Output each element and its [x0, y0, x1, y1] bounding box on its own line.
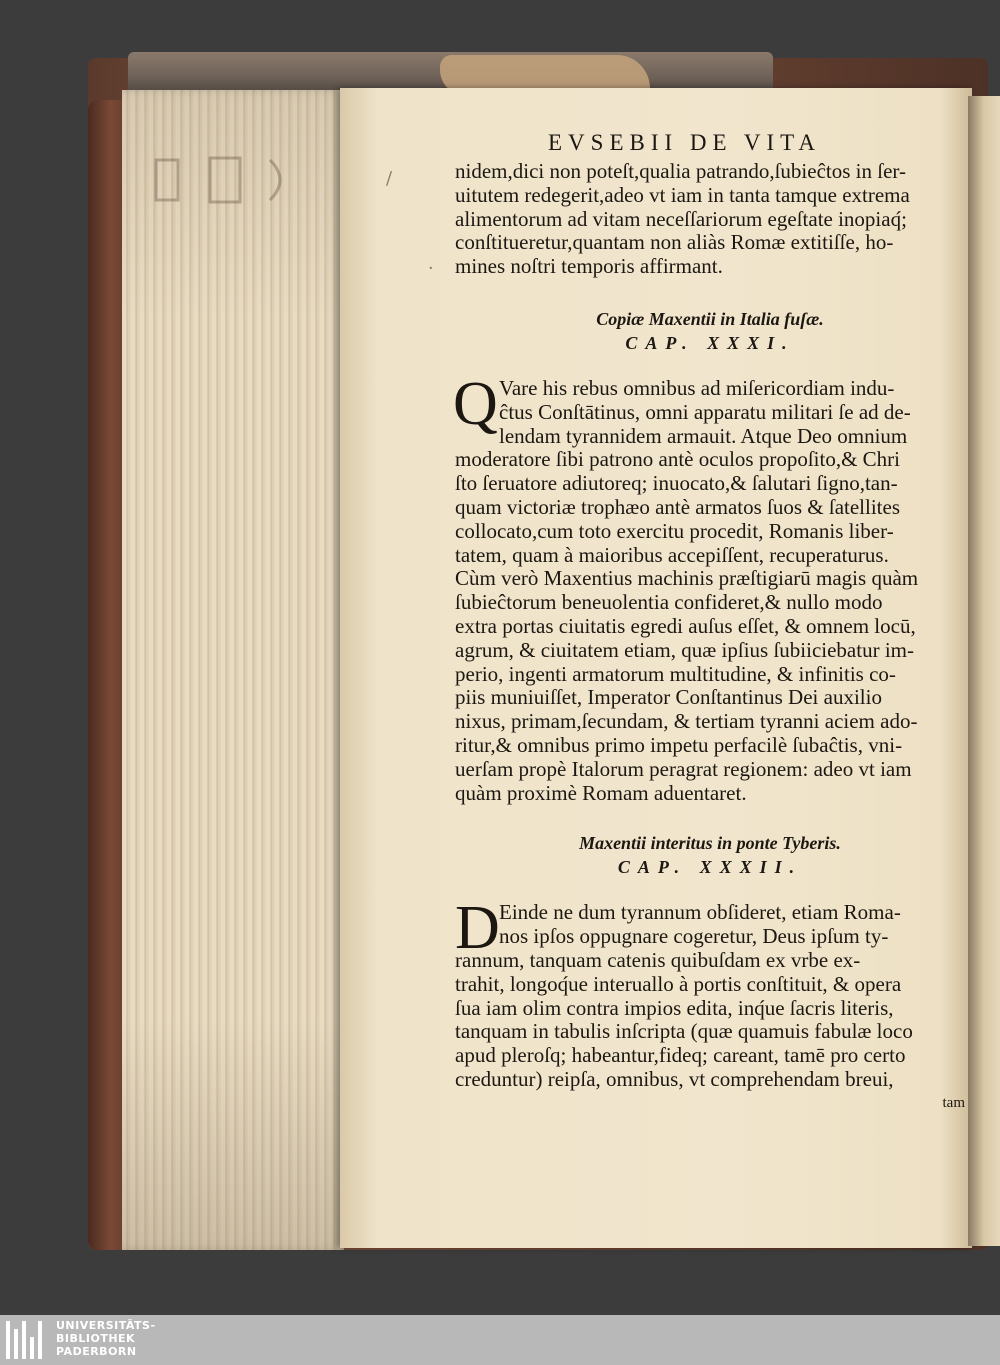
margin-dot-icon: · — [428, 258, 434, 279]
chapter-32-body — [455, 894, 965, 1115]
margin-tick-icon: / — [386, 168, 393, 189]
text-line: alimentorum ad vitam neceſſariorum egeſtate inopiaq́; — [455, 206, 907, 231]
text-line: tanquam in tabulis inſcripta (quæ quamuis fabulæ loco — [455, 1019, 913, 1044]
footer-bar — [0, 1315, 1000, 1365]
catchword: tam — [942, 1094, 965, 1111]
chapter-31-body — [453, 369, 965, 805]
text-line: uitutem redegerit,adeo vt iam in tanta tamque extrema — [455, 182, 910, 207]
text-line: ſua iam olim contra impios edita, inq́ue ſacris literis, — [455, 995, 894, 1020]
text-line: uerſam propè Italorum peragrat regionem: adeo vt iam — [455, 756, 912, 781]
library-logo-icon — [6, 1321, 48, 1359]
edge-stamp-mark-icon — [150, 150, 320, 210]
text-line: rannum, tanquam catenis quibuſdam ex vrbe ex- — [455, 947, 861, 972]
text-line: quam victoriæ trophæo antè armatos ſuos & ſatellites — [455, 494, 900, 519]
library-name-line: PADERBORN — [56, 1345, 137, 1358]
running-head: EVSEBII DE VITA — [548, 130, 821, 155]
text-line: Vare his rebus omnibus ad miſericordiam indu- — [499, 375, 895, 400]
text-line: trahit, longoq́ue interuallo à portis conſtituit, & opera — [455, 971, 902, 996]
text-line: Einde ne dum tyrannum obſideret, etiam Roma- — [499, 900, 901, 925]
library-name-line: BIBLIOTHEK — [56, 1332, 136, 1345]
text-line: perio, ingenti armatorum multitudine, & infinitis co- — [455, 661, 896, 686]
drop-initial: D — [455, 894, 500, 963]
text-line: extra portas ciuitatis egredi auſus eſſet, & omnem locū, — [455, 613, 916, 638]
text-line: nidem,dici non poteſt,qualia patrando,ſubieĉtos in ſer- — [455, 159, 906, 183]
page-text — [455, 160, 965, 1116]
text-line: collocato,cum toto exercitu procedit, Romanis liber- — [455, 518, 894, 543]
page-edges-shadow — [122, 90, 344, 1250]
drop-initial: Q — [453, 369, 498, 438]
text-line: conſtitueretur,quantam non aliàs Romæ extitiſſe, ho- — [455, 230, 894, 255]
text-line: ſto ſeruatore adiutoreq; inuocato,& ſalutari ſigno,tan- — [455, 471, 898, 496]
fore-edge-stamp — [150, 150, 320, 210]
library-name — [56, 1319, 156, 1358]
chapter-heading: Copiæ Maxentii in Italia fuſæ. — [596, 308, 824, 329]
text-line: ritur,& omnibus primo impetu perfacilè ſubaĉtis, vni- — [455, 732, 903, 757]
text-line: piis muniuiſſet, Imperator Conſtantinus Dei auxilio — [455, 685, 882, 710]
text-line: Cùm verò Maxentius machinis præſtigiarū magis quàm — [455, 566, 919, 591]
facing-page-edge — [968, 96, 1000, 1246]
chapter-heading: Maxentii interitus in ponte Tyberis. — [579, 833, 841, 854]
text-line: nos ipſos oppugnare cogeretur, Deus ipſum ty- — [499, 924, 889, 949]
text-line: mines noſtri temporis affirmant. — [455, 254, 723, 279]
text-line: ĉtus Conſtātinus, omni apparatu militari ſe ad de- — [499, 399, 911, 424]
text-line: tatem, quam à maioribus accepiſſent, recuperaturus. — [455, 542, 889, 567]
chapter-number: CAP. XXXII. — [617, 857, 803, 878]
text-line: lendam tyrannidem armauit. Atque Deo omnium — [499, 423, 908, 448]
chapter-number: CAP. XXXI. — [625, 332, 795, 353]
text-line: nixus, primam,ſecundam, & tertiam tyranni aciem ado- — [455, 709, 918, 734]
text-line: agrum, & ciuitatem etiam, quæ ipſius ſubiiciebatur im- — [455, 637, 914, 662]
text-line: ſubieĉtorum beneuolentia confideret,& nullo modo — [455, 590, 883, 615]
text-line: moderatore ſibi patrono antè oculos propoſito,& Chri — [455, 447, 900, 472]
text-line: apud pleroſq; habeantur,fideq; careant, tamē pro certo — [455, 1043, 906, 1068]
text-line: quàm proximè Romam aduentaret. — [455, 780, 747, 805]
library-name-line: UNIVERSITÄTS- — [56, 1319, 156, 1332]
text-line: creduntur) reipſa, omnibus, vt comprehendam breui, — [455, 1066, 894, 1091]
